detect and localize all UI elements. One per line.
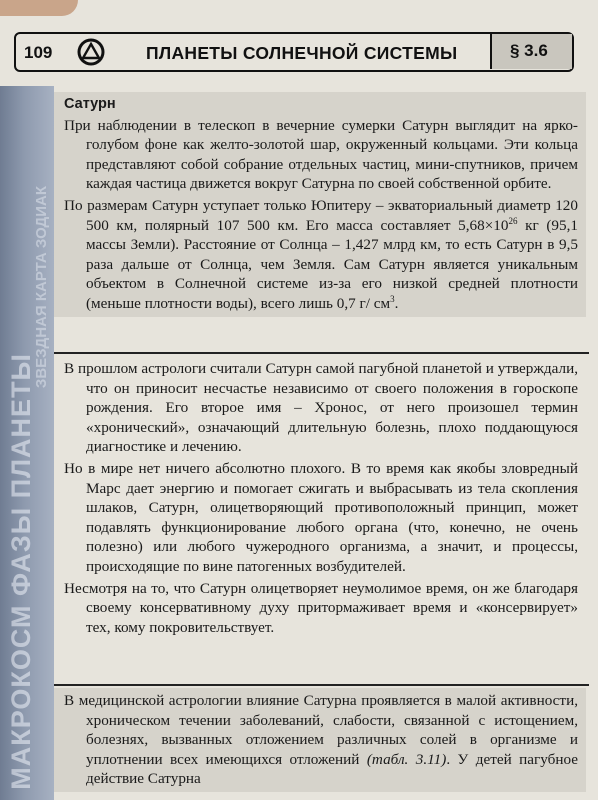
sidebar-vertical-text: МАКРОКОСМ ФАЗЫ ПЛАНЕТЫ: [6, 353, 36, 790]
page-title: ПЛАНЕТЫ СОЛНЕЧНОЙ СИСТЕМЫ: [146, 43, 458, 63]
triangle-in-circle-icon: [76, 37, 106, 67]
paragraph: При наблюдении в телескоп в вечерние сумерки Сатурн выглядит на ярко-голубом фоне как желто-золотой шар, окруженный кольцами. Эти кольца представляют собой собрание отдельных частиц, мини-спутников, причем каждая частица движется вокруг Сатурна по своей собственной орбите.: [64, 116, 578, 193]
paragraph: По размерам Сатурн уступает только Юпитеру – экваториальный диаметр 120 500 км, полярный 107 500 км. Его масса составляет $5,68\times 10^{26}$ кг (95,1 массы Земли). Расстояние от Солнца – 1,427 млрд км, то есть Сатурн в 9,5 раза дальше от Солнца, чем Земля. Сам Сатурн является уникальным объектом в Солнечной системе из-за его низкой средней плотности (меньше плотности воды), всего лишь 0,7 г/ $см^3$.: [64, 196, 578, 312]
saturn-facts-block: [54, 92, 586, 317]
thumb: [0, 0, 78, 16]
paragraph: Но в мире нет ничего абсолютно плохого. В то время как якобы зловредный Марс дает энергию и помогает сжигать и выбрасывать из тела скопления шлаков, Сатурн, олицетворяющий противоположный принцип, может подавлять функционирование любого органа (что, конечно, не очень полезно) или любого чужеродного организма, а значит, и процессы, происходящие по вине патогенных возбудителей.: [64, 459, 578, 575]
paragraph: Несмотря на то, что Сатурн олицетворяет неумолимое время, он же благодаря своему консервативному духу притормаживает время и «консервирует» тех, кому покровительствует.: [64, 579, 578, 636]
divider: [54, 684, 589, 686]
page-number: 109: [24, 43, 53, 62]
section-badge: [490, 34, 572, 69]
divider: [54, 352, 589, 354]
sidebar-vertical-text-small: ЗВЕЗДНАЯ КАРТА ЗОДИАК: [33, 186, 50, 389]
medical-astrology-block: [54, 688, 586, 792]
page-header: [14, 32, 574, 72]
table-reference: (табл. 3.11): [366, 750, 447, 768]
paragraph: В прошлом астрологи считали Сатурн самой пагубной планетой и утверждали, что он приносит несчастье независимо от своего положения в гороскопе рождения. Его второе имя – Хронос, от него произошел термин «хронический», означающий длительную болезнь, плохо поддающуюся диагностике и лечению.: [64, 360, 578, 456]
paragraph: В медицинской астрологии влияние Сатурна проявляется в малой активности, хроническом течении заболеваний, слабости, связанной с истощением, болезнях, вызванных отложением различных солей в организме и уплотнении всех имеющихся отложений (табл. 3.11). У детей пагубное действие Сатурна: [64, 692, 579, 788]
section-number: § 3.6: [510, 41, 548, 60]
astrology-block: [54, 356, 586, 640]
decorative-sidebar: [0, 86, 54, 800]
section-heading: Сатурн: [64, 96, 116, 112]
